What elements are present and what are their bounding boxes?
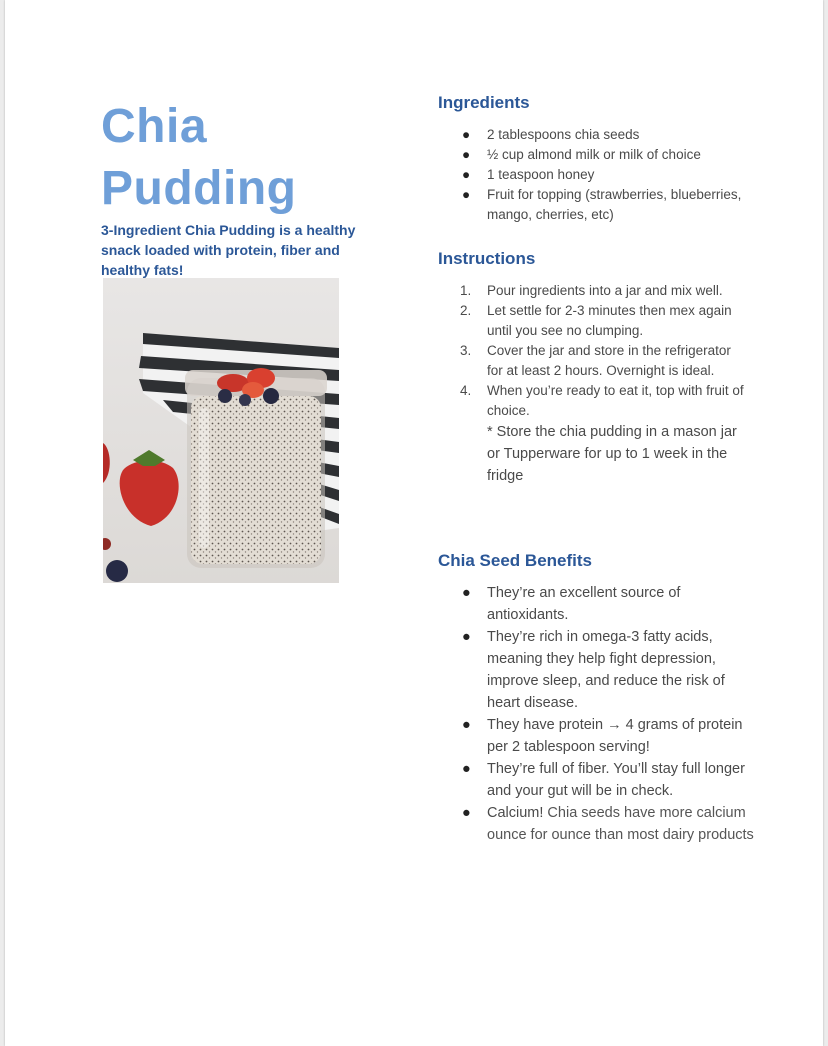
bullet-icon: ● bbox=[462, 127, 471, 142]
bullet-icon: ● bbox=[462, 167, 471, 182]
document-page bbox=[5, 0, 823, 1046]
page-title bbox=[101, 96, 296, 220]
list-item: ● They have protein → 4 grams of protein per 2 tablespoon serving! bbox=[460, 714, 760, 758]
list-item: 3. Cover the jar and store in the refrigerator for at least 2 hours. Overnight is ideal. bbox=[460, 343, 731, 378]
title-line-2: Pudding bbox=[101, 162, 297, 215]
bullet-icon: ● bbox=[462, 629, 471, 645]
list-item bbox=[460, 802, 760, 846]
bullet-icon: ● bbox=[462, 147, 471, 162]
subtitle: 3-Ingredient Chia Pudding is a healthy snack loaded with protein, fiber and healthy fats! bbox=[101, 222, 356, 278]
bullet-icon: ● bbox=[462, 761, 471, 777]
calcium-detail: Chia seeds have more calcium ounce for ounce than most dairy products bbox=[487, 805, 754, 843]
list-item: ● They’re an excellent source of antioxidants. bbox=[460, 582, 760, 626]
instructions-list bbox=[460, 281, 750, 487]
list-item: 1. Pour ingredients into a jar and mix well. bbox=[460, 281, 750, 301]
benefits-heading: Chia Seed Benefits bbox=[438, 551, 592, 570]
ingredients-heading: Ingredients bbox=[438, 93, 530, 112]
bullet-icon: ● bbox=[462, 187, 471, 202]
storage-note: * Store the chia pudding in a mason jar or Tupperware for up to 1 week in the fridge bbox=[487, 424, 737, 484]
instructions-heading: Instructions bbox=[438, 249, 536, 268]
bullet-icon: ● bbox=[462, 585, 471, 601]
list-item: 4. When you’re ready to eat it, top with fruit of choice. bbox=[460, 383, 744, 418]
benefits-list bbox=[460, 582, 760, 846]
chia-pudding-photo bbox=[103, 278, 339, 583]
step-number: 2. bbox=[460, 303, 472, 318]
list-item: 2. Let settle for 2-3 minutes then mex again until you see no clumping. bbox=[460, 303, 732, 338]
title-line-1: Chia bbox=[101, 100, 208, 153]
step-number: 4. bbox=[460, 383, 472, 398]
list-item: ● Fruit for topping (strawberries, blueberries, mango, cherries, etc) bbox=[462, 187, 742, 222]
chia-pudding-illustration bbox=[103, 278, 339, 583]
list-item: ● 2 tablespoons chia seeds bbox=[460, 125, 750, 145]
ingredients-list bbox=[460, 125, 750, 225]
list-item: ● They’re rich in omega-3 fatty acids, meaning they help fight depression, improve sleep, and reduce the risk of heart disease. bbox=[460, 626, 760, 714]
bullet-icon: ● bbox=[462, 805, 471, 821]
calcium-lead: Calcium! bbox=[487, 805, 544, 821]
step-number: 3. bbox=[460, 343, 472, 358]
list-item: ● ½ cup almond milk or milk of choice bbox=[460, 145, 750, 165]
bullet-icon: ● bbox=[462, 717, 471, 733]
list-item: ● 1 teaspoon honey bbox=[460, 165, 750, 185]
step-number: 1. bbox=[460, 283, 472, 298]
list-item: ● They’re full of fiber. You’ll stay full longer and your gut will be in check. bbox=[460, 758, 760, 802]
